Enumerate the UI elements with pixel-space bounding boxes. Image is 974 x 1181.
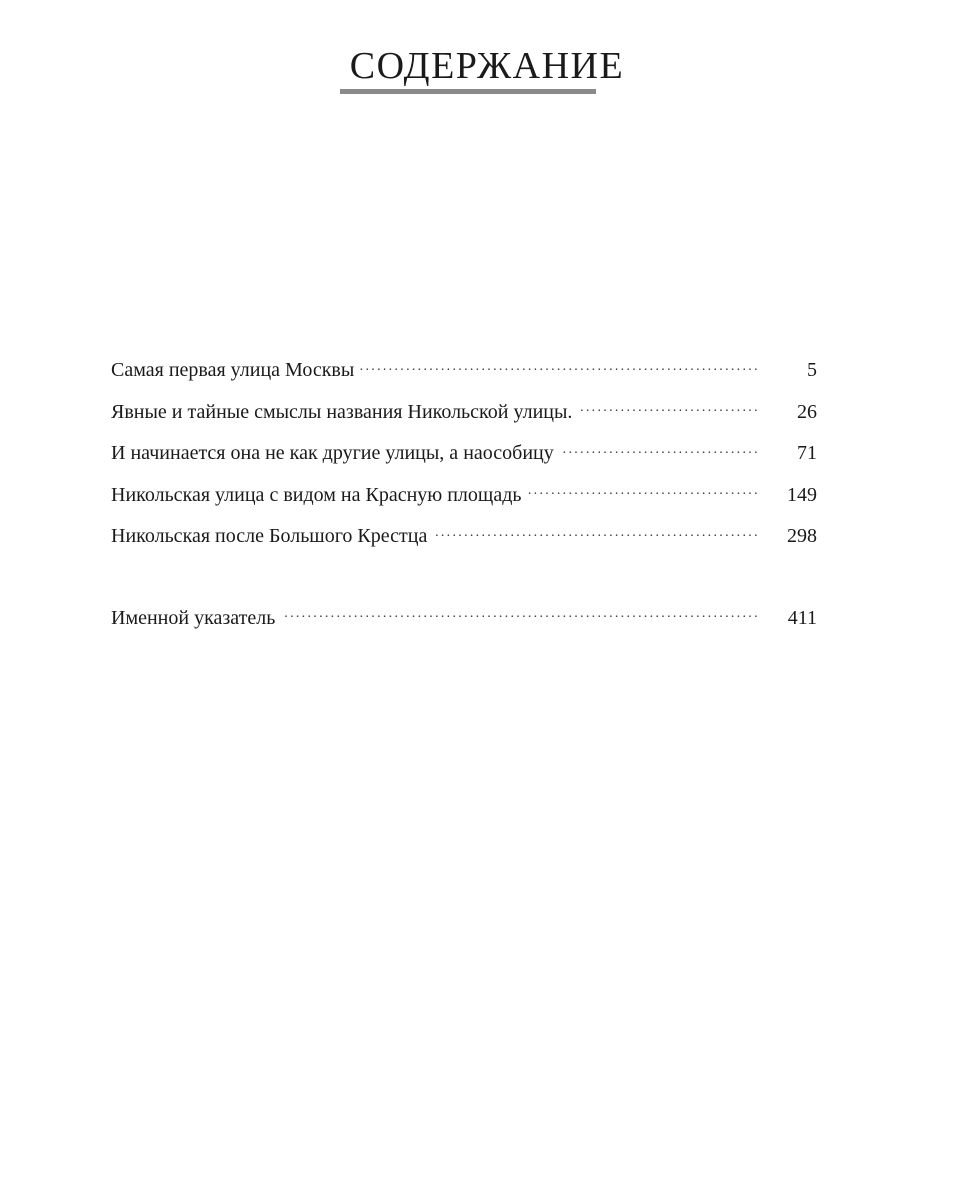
toc-entry-page: 26 bbox=[797, 400, 817, 423]
toc-appendix bbox=[111, 598, 817, 640]
dot-leader bbox=[360, 356, 757, 376]
dot-leader bbox=[433, 522, 757, 542]
toc-entry[interactable] bbox=[111, 392, 817, 434]
heading-container bbox=[0, 44, 974, 88]
toc-entry-title: Никольская улица с видом на Красную площадь bbox=[111, 483, 522, 506]
toc-entry[interactable] bbox=[111, 598, 817, 640]
toc-entry-page: 5 bbox=[807, 359, 817, 381]
dot-leader bbox=[528, 481, 758, 501]
toc-entry-title: Явные и тайные смыслы названия Никольской улицы. bbox=[111, 400, 573, 423]
toc-entry[interactable] bbox=[111, 350, 817, 392]
dot-leader bbox=[560, 439, 757, 459]
toc-entry[interactable] bbox=[111, 475, 817, 517]
toc-entry-page: 149 bbox=[787, 483, 817, 506]
toc-entry-page: 71 bbox=[797, 442, 817, 464]
toc-entry-title: Именной указатель bbox=[111, 606, 276, 629]
page-title: СОДЕРЖАНИЕ bbox=[349, 45, 625, 87]
toc-entry[interactable] bbox=[111, 516, 817, 558]
toc-entry-title: Никольская после Большого Крестца bbox=[111, 525, 428, 547]
title-underline bbox=[340, 89, 596, 94]
dot-leader bbox=[281, 604, 757, 624]
toc-entry-page: 298 bbox=[787, 525, 817, 547]
toc-entry-page: 411 bbox=[787, 606, 817, 629]
table-of-contents bbox=[111, 350, 817, 639]
toc-entry-title: И начинается она не как другие улицы, а наособицу bbox=[111, 442, 554, 464]
toc-entry[interactable] bbox=[111, 433, 817, 475]
toc-chapters bbox=[111, 350, 817, 558]
toc-entry-title: Самая первая улица Москвы bbox=[111, 359, 355, 381]
dot-leader bbox=[578, 398, 757, 418]
